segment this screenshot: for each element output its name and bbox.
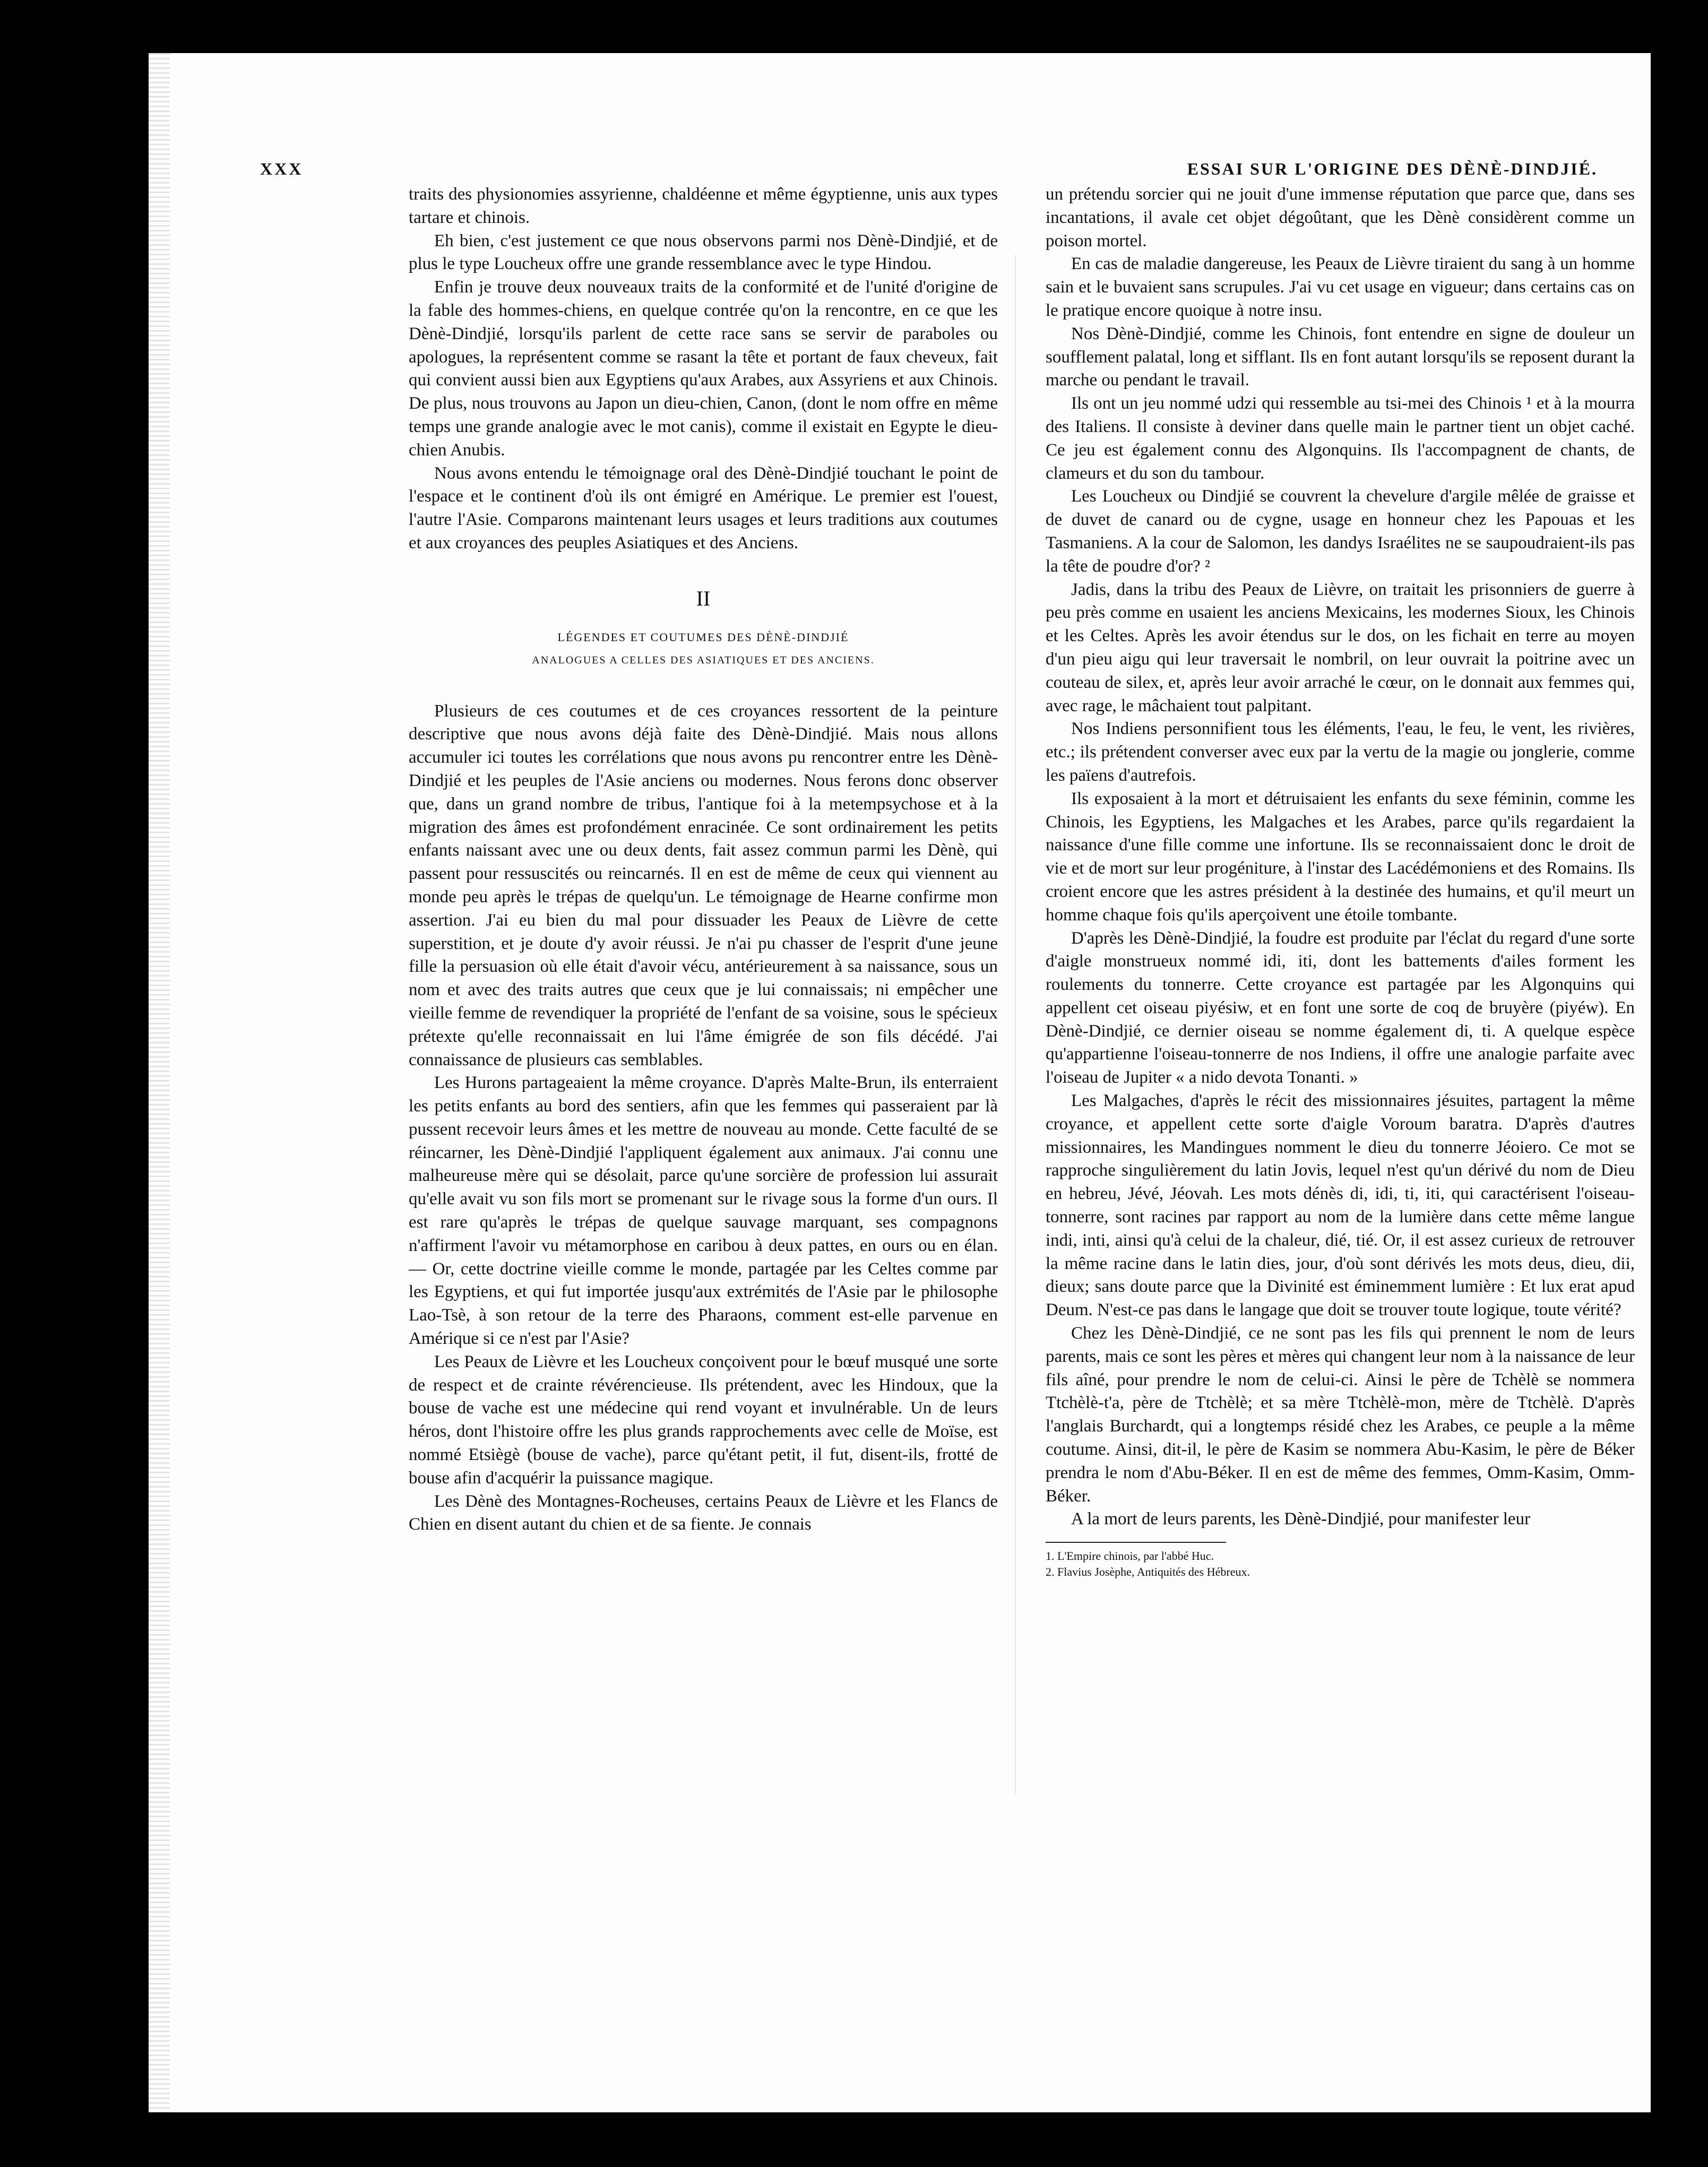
paragraph: Eh bien, c'est justement ce que nous observons parmi nos Dènè-Dindjié, et de plus le type Loucheux offre une grande ressemblance avec le type Hindou. — [409, 231, 998, 274]
paragraph: Nos Dènè-Dindjié, comme les Chinois, font entendre en signe de douleur un soufflement palatal, long et sifflant. Ils en font autant lorsqu'ils se reposent durant la marche ou pendant le travail. — [1046, 324, 1635, 390]
scan-page-edge — [149, 53, 170, 2112]
paragraph: En cas de maladie dangereuse, les Peaux de Lièvre tiraient du sang à un homme sain et le buvaient sans scrupules. J'ai vu cet usage en vigueur; dans certains cas on le pratique encore quoique à notre insu. — [1046, 254, 1635, 320]
paragraph: Les Hurons partageaient la même croyance. D'après Malte-Brun, ils enterraient les petits enfants au bord des sentiers, afin que les femmes qui passeraient par là pussent recevoir leurs âmes et les mettre de nouveau au monde. Cette faculté de se réincarner, les Dènè-Dindjié l'appliquent également aux animaux. J'ai connu une malheureuse mère qui se désolait, parce qu'une sorcière de profession lui assurait qu'elle avait vu son fils mort se promenant sur le rivage sous la forme d'un ours. Il est rare qu'après le trépas de quelque sauvage marquant, ses compagnons n'affirment l'avoir vu métamorphose en caribou à deux pattes, en ours ou en élan. — Or, cette doctrine vieille comme le monde, partagée par les Celtes comme par les Egyptiens, et qui fut importée jusqu'aux extrémités de l'Asie par le philosophe Lao-Tsè, à son retour de la terre des Pharaons, comment est-elle parvenue en Amérique si ce n'est par l'Asie? — [409, 1073, 998, 1349]
paragraph: Les Loucheux ou Dindjié se couvrent la chevelure d'argile mêlée de graisse et de duvet de canard ou de cygne, usage en honneur chez les Papouas et les Tasmaniens. A la cour de Salomon, les dandys Israélites ne se saupoudraient-ils pas la tête de poudre d'or? ² — [1046, 487, 1635, 576]
paragraph: A la mort de leurs parents, les Dènè-Dindjié, pour manifester leur — [1071, 1509, 1531, 1529]
footnote: 1. L'Empire chinois, par l'abbé Huc. — [1046, 1549, 1214, 1563]
footnote: 2. Flavius Josèphe, Antiquités des Hébreux. — [1046, 1565, 1250, 1579]
right-column — [1046, 183, 1635, 1580]
paragraph: Chez les Dènè-Dindjié, ce ne sont pas les fils qui prennent le nom de leurs parents, mais ce sont les pères et mères qui changent leur nom à la naissance de leur fils aîné, pour prendre le nom de celui-ci. Ainsi le père de Tchèlè se nommera Ttchèlè-t'a, père de Ttchèlè; et sa mère Ttchèlè-mon, mère de Ttchèlè. D'après l'anglais Burchardt, qui a longtemps résidé chez les Arabes, ce peuple a la même coutume. Ainsi, dit-il, le père de Kasim se nommera Abu-Kasim, le père de Béker prendra le nom d'Abu-Béker. Il en est de même des femmes, Omm-Kasim, Omm-Béker. — [1046, 1324, 1635, 1506]
paragraph: Ils exposaient à la mort et détruisaient les enfants du sexe féminin, comme les Chinois, les Egyptiens, les Malgaches et les Arabes, parce qu'ils regardaient la naissance d'une fille comme une infortune. Ils se reconnaissaient donc le droit de vie et de mort sur leur progéniture, à l'instar des Lacédémoniens et des Romains. Ils croient encore que les astres président à la destinée des humains, et qu'il meurt un homme chaque fois qu'ils aperçoivent une étoile tombante. — [1046, 789, 1635, 925]
page-number: XXX — [260, 159, 304, 178]
paragraph: Nous avons entendu le témoignage oral des Dènè-Dindjié touchant le point de l'espace et le continent d'où ils ont émigré en Amérique. Le premier est l'ouest, l'autre l'Asie. Comparons maintenant leurs usages et leurs traditions aux coutumes et aux croyances des peuples Asiatiques et des Anciens. — [409, 463, 998, 552]
paragraph: Enfin je trouve deux nouveaux traits de la conformité et de l'unité d'origine de la fable des hommes-chiens, en quelque contrée qu'on la rencontre, en ce que les Dènè-Dindjié, lorsqu'ils parlent de cette race sans se servir de paraboles ou apologues, la représentent comme se rasant la tête et portant de faux cheveux, fait qui convient aussi bien aux Egyptiens qu'aux Arabes, aux Assyriens et aux Chinois. De plus, nous trouvons au Japon un dieu-chien, Canon, (dont le nom offre en même temps une grande analogie avec le mot canis), comme il existait en Egypte le dieu-chien Anubis. — [409, 278, 998, 460]
paragraph: Les Dènè des Montagnes-Rocheuses, certains Peaux de Lièvre et les Flancs de Chien en disent autant du chien et de sa fiente. Je connais — [409, 1491, 998, 1534]
paragraph: Les Peaux de Lièvre et les Loucheux conçoivent pour le bœuf musqué une sorte de respect et de crainte révérencieuse. Ils prétendent, avec les Hindoux, que la bouse de vache est une médecine qui rend voyant et invulnérable. Un de leurs héros, dont l'histoire offre les plus grands rapprochements avec celle de Moïse, est nommé Etsiègè (bouse de vache), parce qu'étant petit, il fut, disent-ils, frotté de bouse afin d'acquérir la puissance magique. — [409, 1352, 998, 1488]
paragraph: Ils ont un jeu nommé udzi qui ressemble au tsi-mei des Chinois ¹ et à la mourra des Italiens. Il consiste à deviner dans quelle main le partner tient un objet caché. Ce jeu est également connu des Algonquins. Ils l'accompagnent de chants, de clameurs et du son du tambour. — [1046, 394, 1635, 483]
paragraph: D'après les Dènè-Dindjié, la foudre est produite par l'éclat du regard d'une sorte d'aigle monstrueux nommé idi, iti, dont les battements d'ailes forment les roulements du tonnerre. Cette croyance est partagée par les Algonquins qui appellent cet oiseau piyésiw, et en font une sorte de coq de bruyère (piyéw). En Dènè-Dindjié, ce dernier oiseau se nomme également di, ti. A quelque espèce qu'appartienne l'oiseau-tonnerre de nos Indiens, il offre une analogie parfaite avec l'oiseau de Jupiter « a nido devota Tonanti. » — [1046, 928, 1635, 1087]
section-subheading: ANALOGUES A CELLES DES ASIATIQUES ET DES ANCIENS. — [532, 654, 875, 666]
paragraph: Les Malgaches, d'après le récit des missionnaires jésuites, partagent la même croyance, et appellent cette sorte d'aigle Voroum baratra. D'après d'autres missionnaires, les Mandingues nomment le dieu du tonnerre Jéoiero. Ce mot se rapproche singulièrement du latin Jovis, lequel n'est qu'un dérivé du nom de Dieu en hebreu, Jévé, Jéovah. Les mots dénès di, idi, ti, iti, qui caractérisent l'oiseau-tonnerre, sont racines par rapport au nom de la lumière dans cette même langue indi, inti, ainsi qu'à celui de la chaleur, dié, tié. Or, il est assez curieux de retrouver la même racine dans le latin dies, jour, d'où sont dérivés les mots deus, dieu, dii, dieux; sans doute parce que la Divinité est éminemment lumière : Et lux erat apud Deum. N'est-ce pas dans le langage que doit se trouver toute logique, toute vérité? — [1046, 1091, 1635, 1320]
section-heading: LÉGENDES ET COUTUMES DES DÈNÈ-DINDJIÉ — [557, 630, 849, 644]
paragraph: Jadis, dans la tribu des Peaux de Lièvre, on traitait les prisonniers de guerre à peu près comme en usaient les anciens Mexicains, les modernes Sioux, les Chinois et les Celtes. Après les avoir étendus sur le dos, on les fichait en terre au moyen d'un pieu aigu qui leur traversait le nombril, on leur ouvrait la poitrine avec un couteau de silex, et, après leur avoir arraché le cœur, on le donnait aux femmes qui, avec rage, le mâchaient tout palpitant. — [1046, 580, 1635, 715]
running-title: ESSAI SUR L'ORIGINE DES DÈNÈ-DINDJIÉ. — [1187, 159, 1598, 178]
paragraph: Nos Indiens personnifient tous les éléments, l'eau, le feu, le vent, les rivières, etc.; ils prétendent converser avec eux par la vertu de la magie ou jonglerie, comme les païens d'autrefois. — [1046, 719, 1635, 785]
footnotes — [1046, 1542, 1250, 1580]
paragraph: Plusieurs de ces coutumes et de ces croyances ressortent de la peinture descriptive que nous avons déjà faite des Dènè-Dindjié. Mais nous allons accumuler ici toutes les corrélations que nous avons pu rencontrer entre les Dènè-Dindjié et les peuples de l'Asie anciens ou modernes. Nous ferons donc observer que, dans un grand nombre de tribus, l'antique foi à la metempsychose et à la migration des âmes est profondément enracinée. Ce sont ordinairement les petits enfants naissant avec une ou deux dents, fait assez commun parmi les Dènè, qui passent pour ressuscités ou reincarnés. Il en est de même de ceux qui viennent au monde peu après le trépas de quelqu'un. Le témoignage de Hearne confirme mon assertion. J'ai eu bien du mal pour dissuader les Peaux de Lièvre de cette superstition, et je doute d'y avoir réussi. Je n'ai pu chasser de l'esprit d'une jeune fille la persuasion où elle était d'avoir vécu, antérieurement à sa naissance, sous un nom et avec des traits autres que ceux que je lui connaissais; ni empêcher une vieille femme de revendiquer la propriété de l'enfant de sa voisine, sous le spécieux prétexte qu'elle reconnaissait en lui l'âme émigrée de son fils décédé. J'ai connaissance de plusieurs cas semblables. — [409, 701, 998, 1069]
paragraph: traits des physionomies assyrienne, chaldéenne et même égyptienne, unis aux types tartare et chinois. — [409, 185, 998, 227]
column-divider — [1015, 255, 1016, 1794]
section-number: II — [696, 586, 711, 610]
left-column — [409, 183, 998, 1536]
paragraph-continuation: un prétendu sorcier qui ne jouit d'une immense réputation que parce que, dans ses incantations, il avale cet objet dégoûtant, que les Dènè considèrent comme un poison mortel. — [1046, 185, 1635, 251]
